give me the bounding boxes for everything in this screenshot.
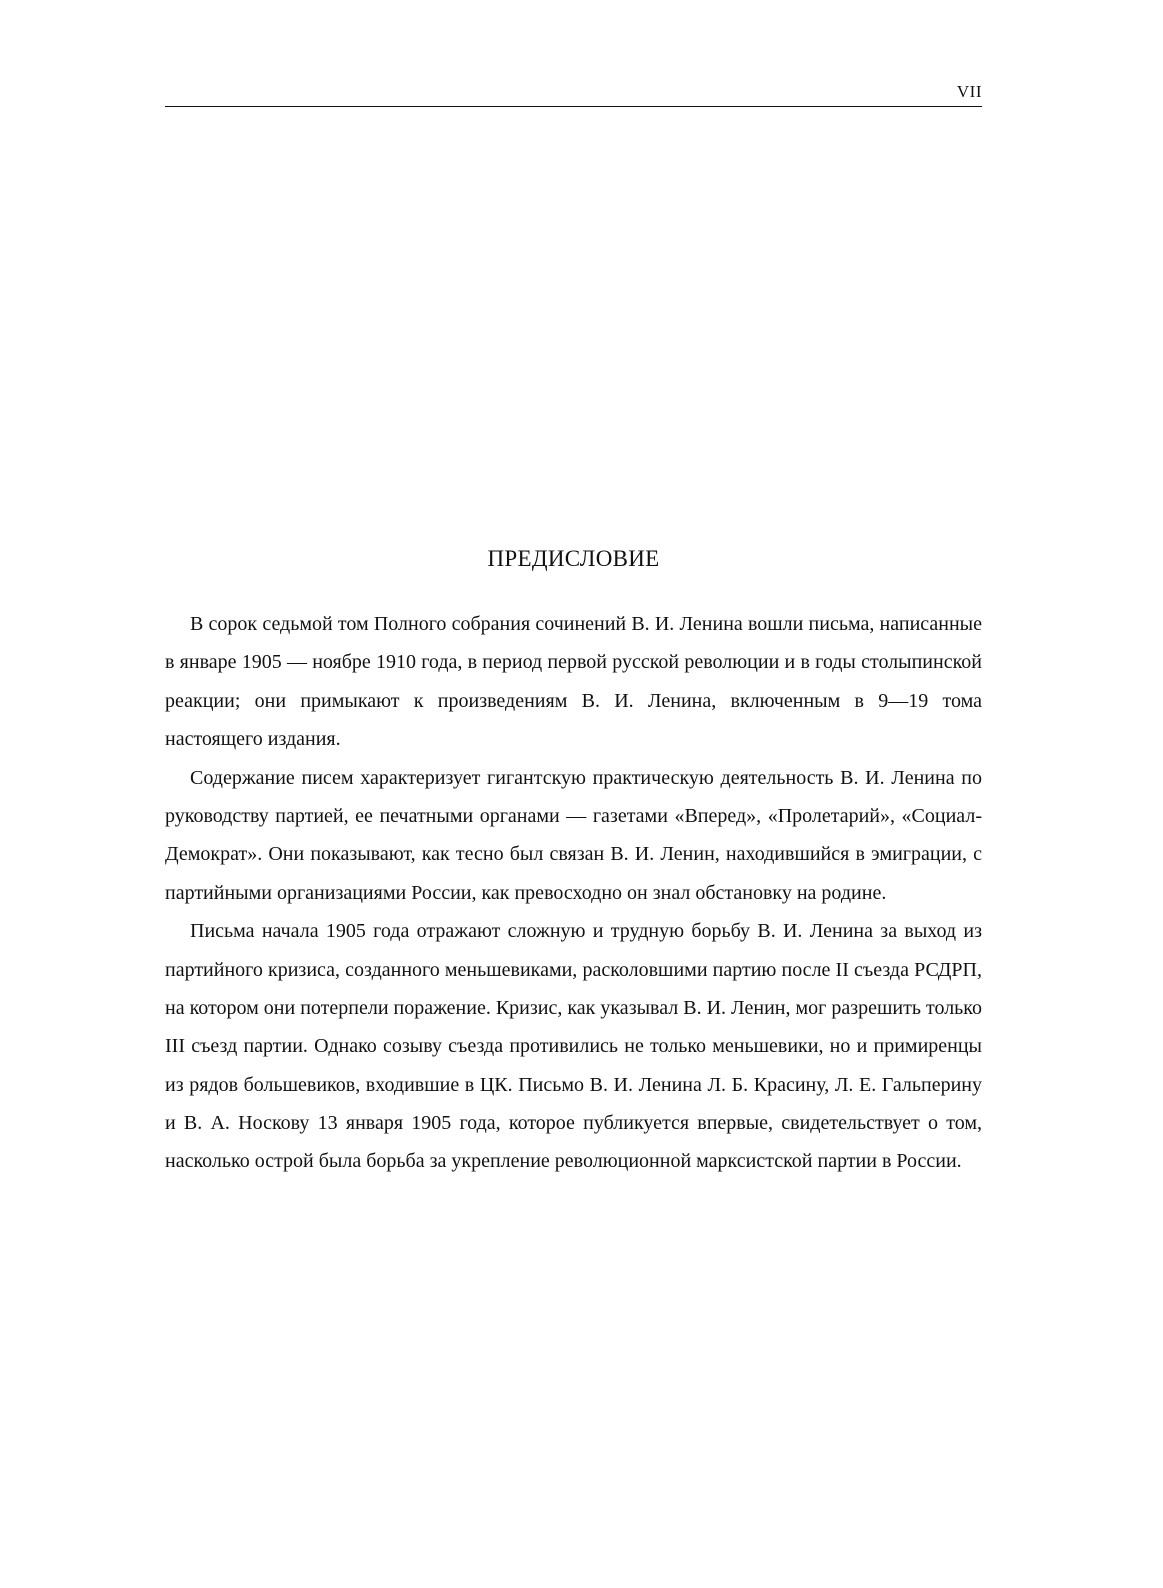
paragraph: В сорок седьмой том Полного собрания сочинений В. И. Ленина вошли письма, написанные в январе 1905 — ноябре 1910 года, в период первой русской революции и в годы столыпинской реакции; они примыкают к произведениям В. И. Ленина, включенным в 9—19 тома настоящего издания. [165, 613, 982, 750]
paragraph: Письма начала 1905 года отражают сложную и трудную борьбу В. И. Ленина за выход из партийного кризиса, созданного меньшевиками, расколовшими партию после II съезда РСДРП, на котором они потерпели поражение. Кризис, как указывал В. И. Ленин, мог разрешить только III съезд партии. Однако созыву съезда противились не только меньшевики, но и примиренцы из рядов большевиков, входившие в ЦК. Письмо В. И. Ленина Л. Б. Красину, Л. Е. Гальперину и В. А. Носкову 13 января 1905 года, которое публикуется впервые, свидетельствует о том, насколько острой была борьба за укрепление революционной марксистской партии в России. [165, 920, 982, 1173]
page-number: VII [956, 82, 982, 101]
paragraph: Содержание писем характеризует гигантскую практическую деятельность В. И. Ленина по руководству партией, ее печатными органами — газетами «Вперед», «Пролетарий», «Социал-Демократ». Они показывают, как тесно был связан В. И. Ленин, находившийся в эмиграции, с партийными организациями России, как превосходно он знал обстановку на родине. [165, 766, 982, 904]
page-header [165, 82, 982, 107]
body-text [165, 605, 982, 1181]
section-title: ПРЕДИСЛОВИЕ [487, 546, 660, 571]
